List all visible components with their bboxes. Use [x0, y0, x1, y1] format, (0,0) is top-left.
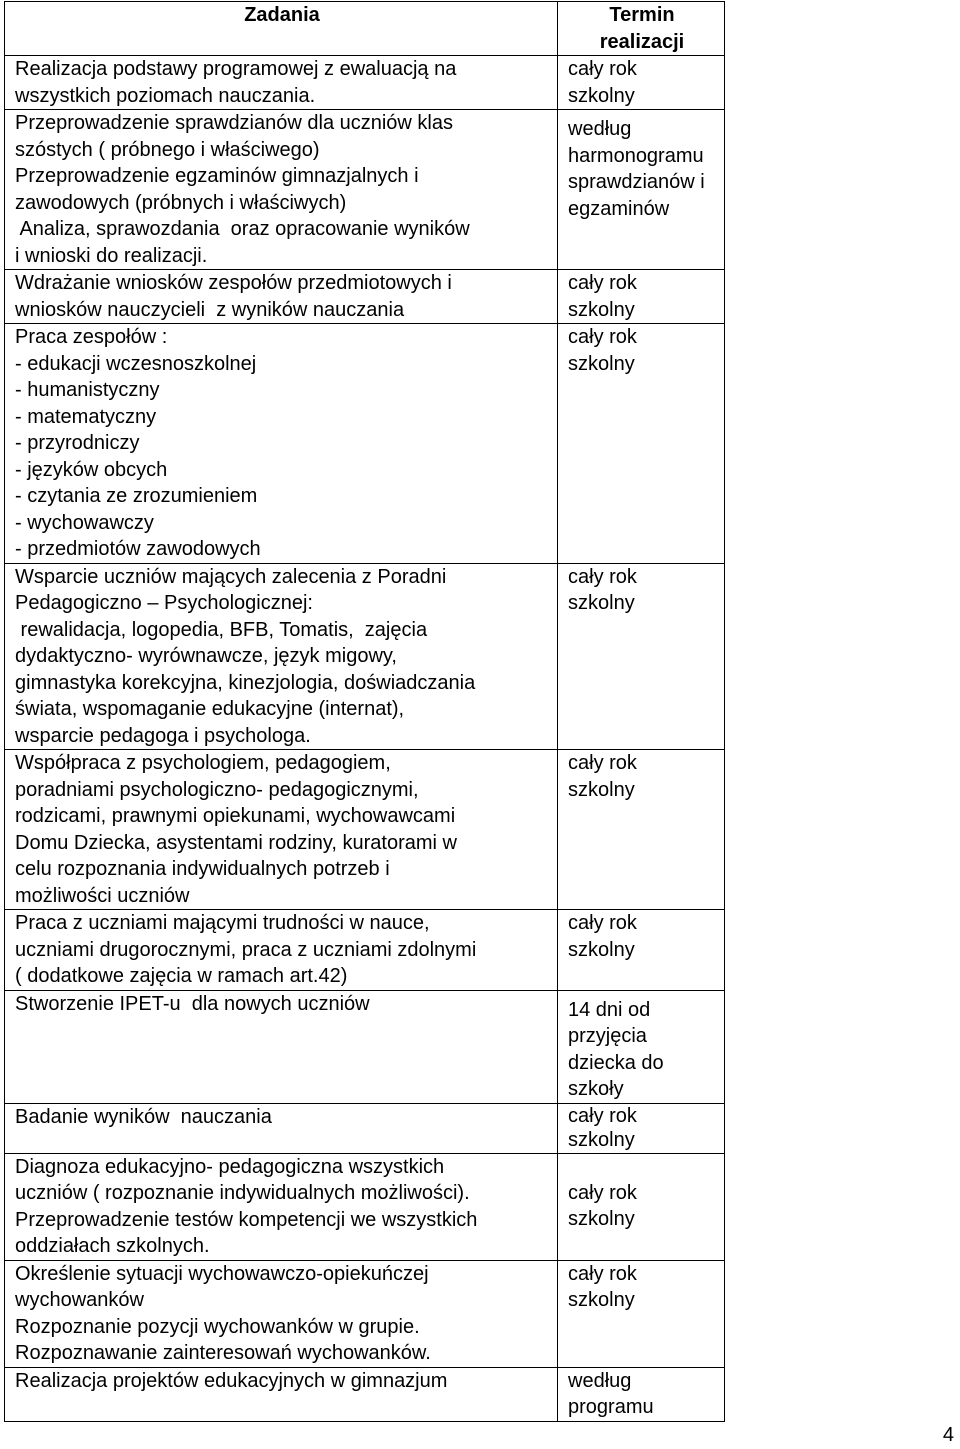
table-row [5, 563, 725, 750]
table-row [5, 270, 725, 324]
header-tasks: Zadania [5, 2, 558, 56]
task-cell: Określenie sytuacji wychowawczo-opiekuńczej wychowanków Rozpoznanie pozycji wychowanków w grupie. Rozpoznawanie zainteresowań wychowanków. [5, 1260, 558, 1367]
term-cell: cały rok szkolny [558, 563, 725, 750]
task-cell: Realizacja podstawy programowej z ewaluacją na wszystkich poziomach nauczania. [5, 56, 558, 110]
table-row [5, 990, 725, 1103]
table-row [5, 324, 725, 564]
table-row [5, 110, 725, 270]
task-cell: Realizacja projektów edukacyjnych w gimnazjum [5, 1367, 558, 1421]
term-cell: cały rok szkolny [558, 1153, 725, 1260]
table-header-row [5, 2, 725, 56]
task-cell: Przeprowadzenie sprawdzianów dla uczniów klas szóstych ( próbnego i właściwego) Przeprowadzenie egzaminów gimnazjalnych i zawodowych (próbnych i właściwych) Analiza, sprawozdania oraz opracowanie wyników i wnioski do realizacji. [5, 110, 558, 270]
table-row [5, 1367, 725, 1421]
task-cell: Praca zespołów : - edukacji wczesnoszkolnej - humanistyczny - matematyczny - przyrodniczy - języków obcych - czytania ze zrozumieniem - wychowawczy - przedmiotów zawodowych [5, 324, 558, 564]
task-cell: Wsparcie uczniów mających zalecenia z Poradni Pedagogiczno – Psychologicznej: rewalidacja, logopedia, BFB, Tomatis, zajęcia dydaktyczno- wyrównawcze, język migowy, gimnastyka korekcyjna, kinezjologia, doświadczania świata, wspomaganie edukacyjne (internat), wsparcie pedagoga i psychologa. [5, 563, 558, 750]
tasks-table [4, 1, 725, 1422]
term-cell: cały rok szkolny [558, 750, 725, 910]
page-number: 4 [942, 1424, 954, 1446]
task-cell: Wdrażanie wniosków zespołów przedmiotowych i wniosków nauczycieli z wyników nauczania [5, 270, 558, 324]
table-row [5, 1103, 725, 1153]
table-row [5, 1260, 725, 1367]
term-cell: cały rok szkolny [558, 56, 725, 110]
term-cell: cały rok szkolny [558, 910, 725, 991]
task-cell: Diagnoza edukacyjno- pedagogiczna wszystkich uczniów ( rozpoznanie indywidualnych możliwości). Przeprowadzenie testów kompetencji we wszystkich oddziałach szkolnych. [5, 1153, 558, 1260]
term-cell: według programu [558, 1367, 725, 1421]
table-row [5, 1153, 725, 1260]
table-row [5, 910, 725, 991]
term-cell: cały rok szkolny [558, 1260, 725, 1367]
table-row [5, 750, 725, 910]
task-cell: Badanie wyników nauczania [5, 1103, 558, 1153]
term-cell: 14 dni od przyjęcia dziecka do szkoły [558, 990, 725, 1103]
term-cell: według harmonogramu sprawdzianów i egzaminów [558, 110, 725, 270]
header-term: Termin realizacji [558, 2, 725, 56]
term-cell: cały rok szkolny [558, 324, 725, 564]
task-cell: Współpraca z psychologiem, pedagogiem, poradniami psychologiczno- pedagogicznymi, rodzicami, prawnymi opiekunami, wychowawcami Domu Dziecka, asystentami rodziny, kuratorami w celu rozpoznania indywidualnych potrzeb i możliwości uczniów [5, 750, 558, 910]
table-row [5, 56, 725, 110]
term-cell: cały rok szkolny [558, 1103, 725, 1153]
task-cell: Stworzenie IPET-u dla nowych uczniów [5, 990, 558, 1103]
term-cell: cały rok szkolny [558, 270, 725, 324]
task-cell: Praca z uczniami mającymi trudności w nauce, uczniami drugorocznymi, praca z uczniami zdolnymi ( dodatkowe zajęcia w ramach art.42) [5, 910, 558, 991]
